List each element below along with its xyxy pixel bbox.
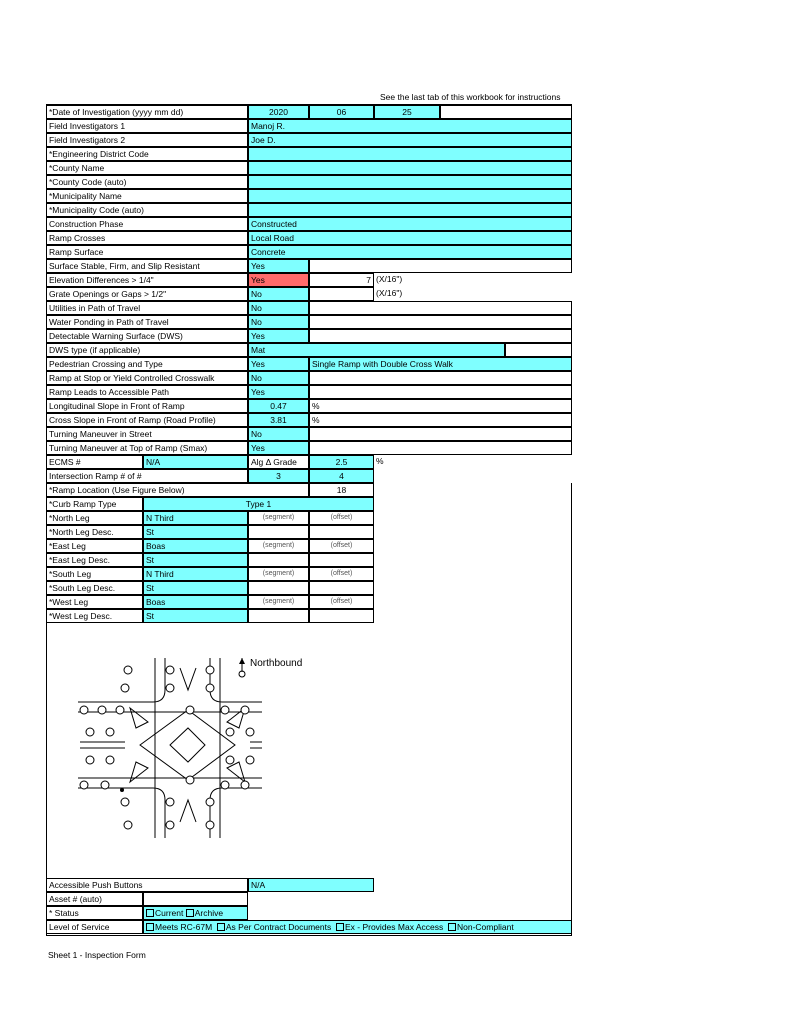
north-leg-desc-segment-spare[interactable] [248, 525, 309, 539]
north-leg-desc-label: *North Leg Desc. [46, 525, 143, 539]
intersection-ramp-a-field[interactable]: 3 [248, 469, 309, 483]
turning-street-label: Turning Maneuver in Street [46, 427, 248, 441]
los-max-label: Ex - Provides Max Access [344, 922, 444, 932]
south-leg-desc-offset-spare[interactable] [309, 581, 374, 595]
utilities-field[interactable]: No [248, 301, 309, 315]
long-slope-unit: % [309, 399, 572, 413]
status-archive-checkbox[interactable] [186, 909, 194, 917]
alg-grade-field[interactable]: 2.5 [309, 455, 374, 469]
cross-slope-field[interactable]: 3.81 [248, 413, 309, 427]
investigator-2-field[interactable]: Joe D. [248, 133, 572, 147]
south-leg-desc-field[interactable]: St [143, 581, 248, 595]
los-noncompliant-label: Non-Compliant [456, 922, 514, 932]
construction-phase-label: Construction Phase [46, 217, 248, 231]
west-leg-segment-field[interactable]: (segment) [248, 595, 309, 609]
county-code-label: *County Code (auto) [46, 175, 248, 189]
grate-label: Grate Openings or Gaps > 1/2" [46, 287, 248, 301]
south-leg-desc-label: *South Leg Desc. [46, 581, 143, 595]
elevation-label: Elevation Differences > 1/4" [46, 273, 248, 287]
water-ponding-spare [309, 315, 572, 329]
ecms-label: ECMS # [46, 455, 143, 469]
status-archive-label: Archive [194, 908, 224, 918]
dws-spare [309, 329, 572, 343]
turning-top-field[interactable]: Yes [248, 441, 309, 455]
south-leg-field[interactable]: N Third [143, 567, 248, 581]
investigator-1-label: Field Investigators 1 [46, 119, 248, 133]
east-leg-desc-offset-spare[interactable] [309, 553, 374, 567]
status-label: * Status [46, 906, 143, 920]
utilities-label: Utilities in Path of Travel [46, 301, 248, 315]
intersection-ramp-label: Intersection Ramp # of # [46, 469, 248, 483]
grate-number-field[interactable] [309, 287, 374, 301]
los-meets-checkbox[interactable] [146, 923, 154, 931]
east-leg-desc-field[interactable]: St [143, 553, 248, 567]
elevation-field[interactable]: Yes [248, 273, 309, 287]
water-ponding-label: Water Ponding in Path of Travel [46, 315, 248, 329]
stop-controlled-field[interactable]: No [248, 371, 309, 385]
turning-top-label: Turning Maneuver at Top of Ramp (Smax) [46, 441, 248, 455]
grate-field[interactable]: No [248, 287, 309, 301]
west-leg-desc-field[interactable]: St [143, 609, 248, 623]
ped-crossing-type-field[interactable]: Single Ramp with Double Cross Walk [309, 357, 572, 371]
intersection-ramp-b-field[interactable]: 4 [309, 469, 374, 483]
west-leg-desc-offset-spare[interactable] [309, 609, 374, 623]
date-label: *Date of Investigation (yyyy mm dd) [46, 105, 248, 119]
dws-field[interactable]: Yes [248, 329, 309, 343]
west-leg-desc-label: *West Leg Desc. [46, 609, 143, 623]
los-label: Level of Service [46, 920, 143, 934]
municipality-code-label: *Municipality Code (auto) [46, 203, 248, 217]
grate-unit: (X/16") [374, 287, 572, 301]
asset-label: Asset # (auto) [46, 892, 143, 906]
push-buttons-field[interactable]: N/A [248, 878, 374, 892]
long-slope-label: Longitudinal Slope in Front of Ramp [46, 399, 248, 413]
east-leg-segment-field[interactable]: (segment) [248, 539, 309, 553]
status-current-label: Current [155, 908, 184, 918]
dws-type-label: DWS type (if applicable) [46, 343, 248, 357]
asset-field[interactable] [143, 892, 248, 906]
instructions-note: See the last tab of this workbook for instructions [380, 92, 561, 102]
dws-type-field[interactable]: Mat [248, 343, 505, 357]
turning-street-spare [309, 427, 572, 441]
surface-stable-spare [309, 259, 572, 273]
dws-label: Detectable Warning Surface (DWS) [46, 329, 248, 343]
los-contract-checkbox[interactable] [217, 923, 225, 931]
date-year-field[interactable]: 2020 [248, 105, 309, 119]
ramp-surface-label: Ramp Surface [46, 245, 248, 259]
curb-type-field[interactable]: Type 1 [143, 497, 374, 511]
stop-controlled-label: Ramp at Stop or Yield Controlled Crosswalk [46, 371, 248, 385]
west-leg-desc-segment-spare[interactable] [248, 609, 309, 623]
west-leg-field[interactable]: Boas [143, 595, 248, 609]
south-leg-segment-field[interactable]: (segment) [248, 567, 309, 581]
district-code-label: *Engineering District Code [46, 147, 248, 161]
intersection-spare [374, 469, 572, 483]
dws-type-spare [505, 343, 572, 357]
east-leg-offset-field[interactable]: (offset) [309, 539, 374, 553]
north-leg-segment-field[interactable]: (segment) [248, 511, 309, 525]
water-ponding-field[interactable]: No [248, 315, 309, 329]
ramp-leads-spare [309, 385, 572, 399]
los-max-checkbox[interactable] [336, 923, 344, 931]
date-day-field[interactable]: 25 [374, 105, 440, 119]
utilities-spare [309, 301, 572, 315]
ecms-field[interactable]: N/A [143, 455, 248, 469]
los-noncompliant-checkbox[interactable] [448, 923, 456, 931]
ramp-surface-field[interactable]: Concrete [248, 245, 572, 259]
push-buttons-label: Accessible Push Buttons [46, 878, 248, 892]
ped-crossing-label: Pedestrian Crossing and Type [46, 357, 248, 371]
date-spare-cell [440, 105, 572, 119]
ramp-crosses-label: Ramp Crosses [46, 231, 248, 245]
south-leg-offset-field[interactable]: (offset) [309, 567, 374, 581]
stop-controlled-spare [309, 371, 572, 385]
los-field[interactable] [143, 920, 572, 934]
turning-top-spare [309, 441, 572, 455]
curb-type-label: *Curb Ramp Type [46, 497, 143, 511]
elevation-number-field[interactable]: 7 [309, 273, 374, 287]
south-leg-desc-segment-spare[interactable] [248, 581, 309, 595]
ramp-location-label: *Ramp Location (Use Figure Below) [46, 483, 309, 497]
municipality-code-field[interactable] [248, 203, 572, 217]
county-name-label: *County Name [46, 161, 248, 175]
south-leg-label: *South Leg [46, 567, 143, 581]
date-month-field[interactable]: 06 [309, 105, 374, 119]
north-leg-label: *North Leg [46, 511, 143, 525]
north-leg-field[interactable]: N Third [143, 511, 248, 525]
alg-grade-unit: % [374, 455, 572, 469]
east-leg-field[interactable]: Boas [143, 539, 248, 553]
north-leg-offset-field[interactable]: (offset) [309, 511, 374, 525]
east-leg-desc-segment-spare[interactable] [248, 553, 309, 567]
district-code-field[interactable] [248, 147, 572, 161]
north-leg-desc-field[interactable]: St [143, 525, 248, 539]
cross-slope-label: Cross Slope in Front of Ramp (Road Profile) [46, 413, 248, 427]
cross-slope-unit: % [309, 413, 572, 427]
county-code-field[interactable] [248, 175, 572, 189]
municipality-name-label: *Municipality Name [46, 189, 248, 203]
northbound-label: Northbound [250, 658, 303, 669]
east-leg-desc-label: *East Leg Desc. [46, 553, 143, 567]
ramp-crosses-field[interactable]: Local Road [248, 231, 572, 245]
ramp-leads-label: Ramp Leads to Accessible Path [46, 385, 248, 399]
surface-stable-field[interactable]: Yes [248, 259, 309, 273]
east-leg-label: *East Leg [46, 539, 143, 553]
west-leg-offset-field[interactable]: (offset) [309, 595, 374, 609]
investigator-1-field[interactable]: Manoj R. [248, 119, 572, 133]
county-name-field[interactable] [248, 161, 572, 175]
ramp-location-field[interactable]: 18 [309, 483, 374, 497]
intersection-diagram [70, 650, 340, 850]
sheet-footer: Sheet 1 - Inspection Form [48, 950, 146, 960]
long-slope-field[interactable]: 0.47 [248, 399, 309, 413]
municipality-name-field[interactable] [248, 189, 572, 203]
turning-street-field[interactable]: No [248, 427, 309, 441]
construction-phase-field[interactable]: Constructed [248, 217, 572, 231]
alg-grade-label: Alg Δ Grade [248, 455, 309, 469]
ramp-leads-field[interactable]: Yes [248, 385, 309, 399]
west-leg-label: *West Leg [46, 595, 143, 609]
ped-crossing-field[interactable]: Yes [248, 357, 309, 371]
status-field[interactable] [143, 906, 248, 920]
north-leg-desc-offset-spare[interactable] [309, 525, 374, 539]
surface-stable-label: Surface Stable, Firm, and Slip Resistant [46, 259, 248, 273]
status-current-checkbox[interactable] [146, 909, 154, 917]
investigator-2-label: Field Investigators 2 [46, 133, 248, 147]
los-contract-label: As Per Contract Documents [225, 922, 332, 932]
elevation-unit: (X/16") [374, 273, 572, 287]
los-meets-label: Meets RC-67M [155, 922, 213, 932]
